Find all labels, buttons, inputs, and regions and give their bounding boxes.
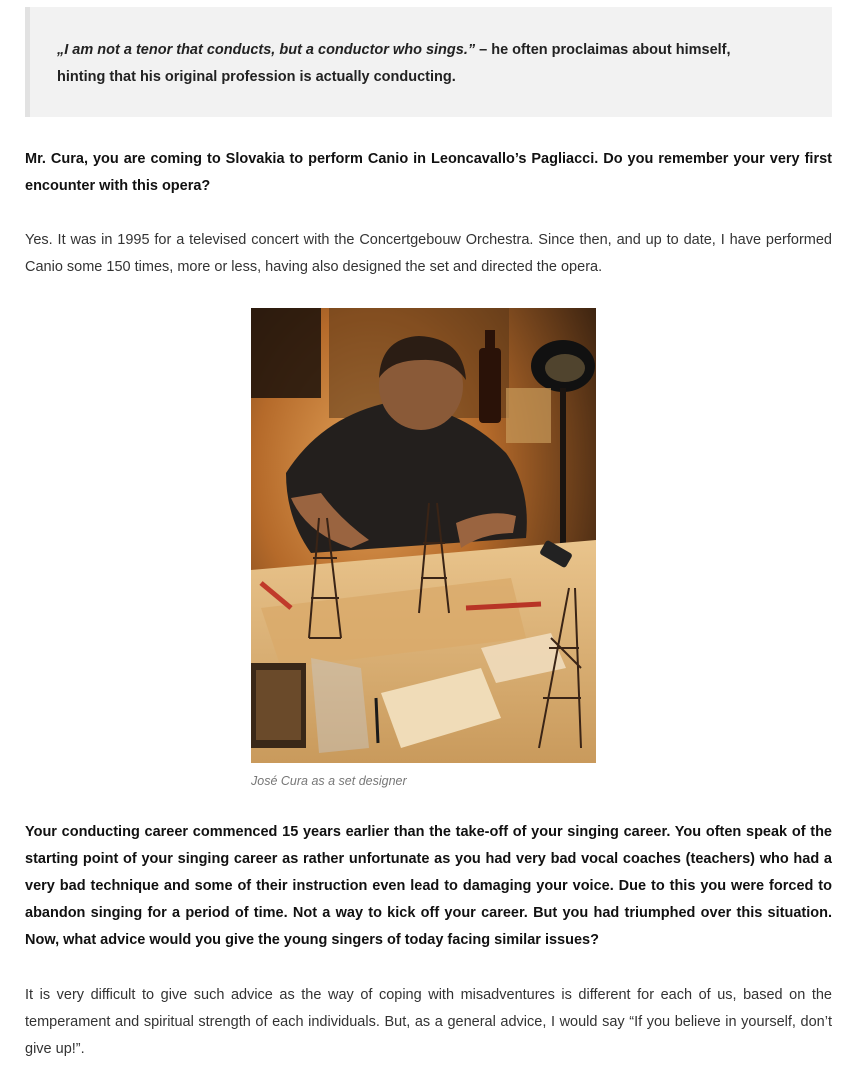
photo-figure xyxy=(251,308,596,789)
interview-question-2: Your conducting career commenced 15 years earlier than the take-off of your singing career. You often speak of the starting point of your singing career as rather unfortunate as you had very bad vocal coaches (teachers) who had a very bad technique and some of their instruction even lead to damaging your voice. Due to this you were forced to abandon singing for a period of time. Not a way to kick off your career. But you had triumphed over this situation. Now, what advice would you give the young singers of today facing similar issues? xyxy=(25,824,832,948)
photo-image xyxy=(251,308,596,763)
interview-answer-1: Yes. It was in 1995 for a televised concert with the Concertgebouw Orchestra. Since then, and up to date, I have performed Canio some 150 times, more or less, having also designed the set and directed the opera. xyxy=(25,232,832,275)
pullquote-quote: „I am not a tenor that conducts, but a conductor who sings.” xyxy=(57,42,476,58)
pullquote-attribution: – he often proclaimas about himself, xyxy=(475,42,731,58)
interview-question-1: Mr. Cura, you are coming to Slovakia to perform Canio in Leoncavallo’s Pagliacci. Do you remember your very first encounter with this opera? xyxy=(25,151,832,194)
interview-answer-2: It is very difficult to give such advice as the way of coping with misadventures is different for each of us, based on the temperament and spiritual strength of each individuals. But, as a general advice, I would say “If you believe in yourself, don’t give up!”. xyxy=(25,987,832,1057)
pullquote-line-2: hinting that his original profession is actually conducting. xyxy=(57,69,456,85)
pullquote xyxy=(25,7,832,117)
photo-caption: José Cura as a set designer xyxy=(251,774,407,788)
pullquote-text xyxy=(57,37,817,91)
